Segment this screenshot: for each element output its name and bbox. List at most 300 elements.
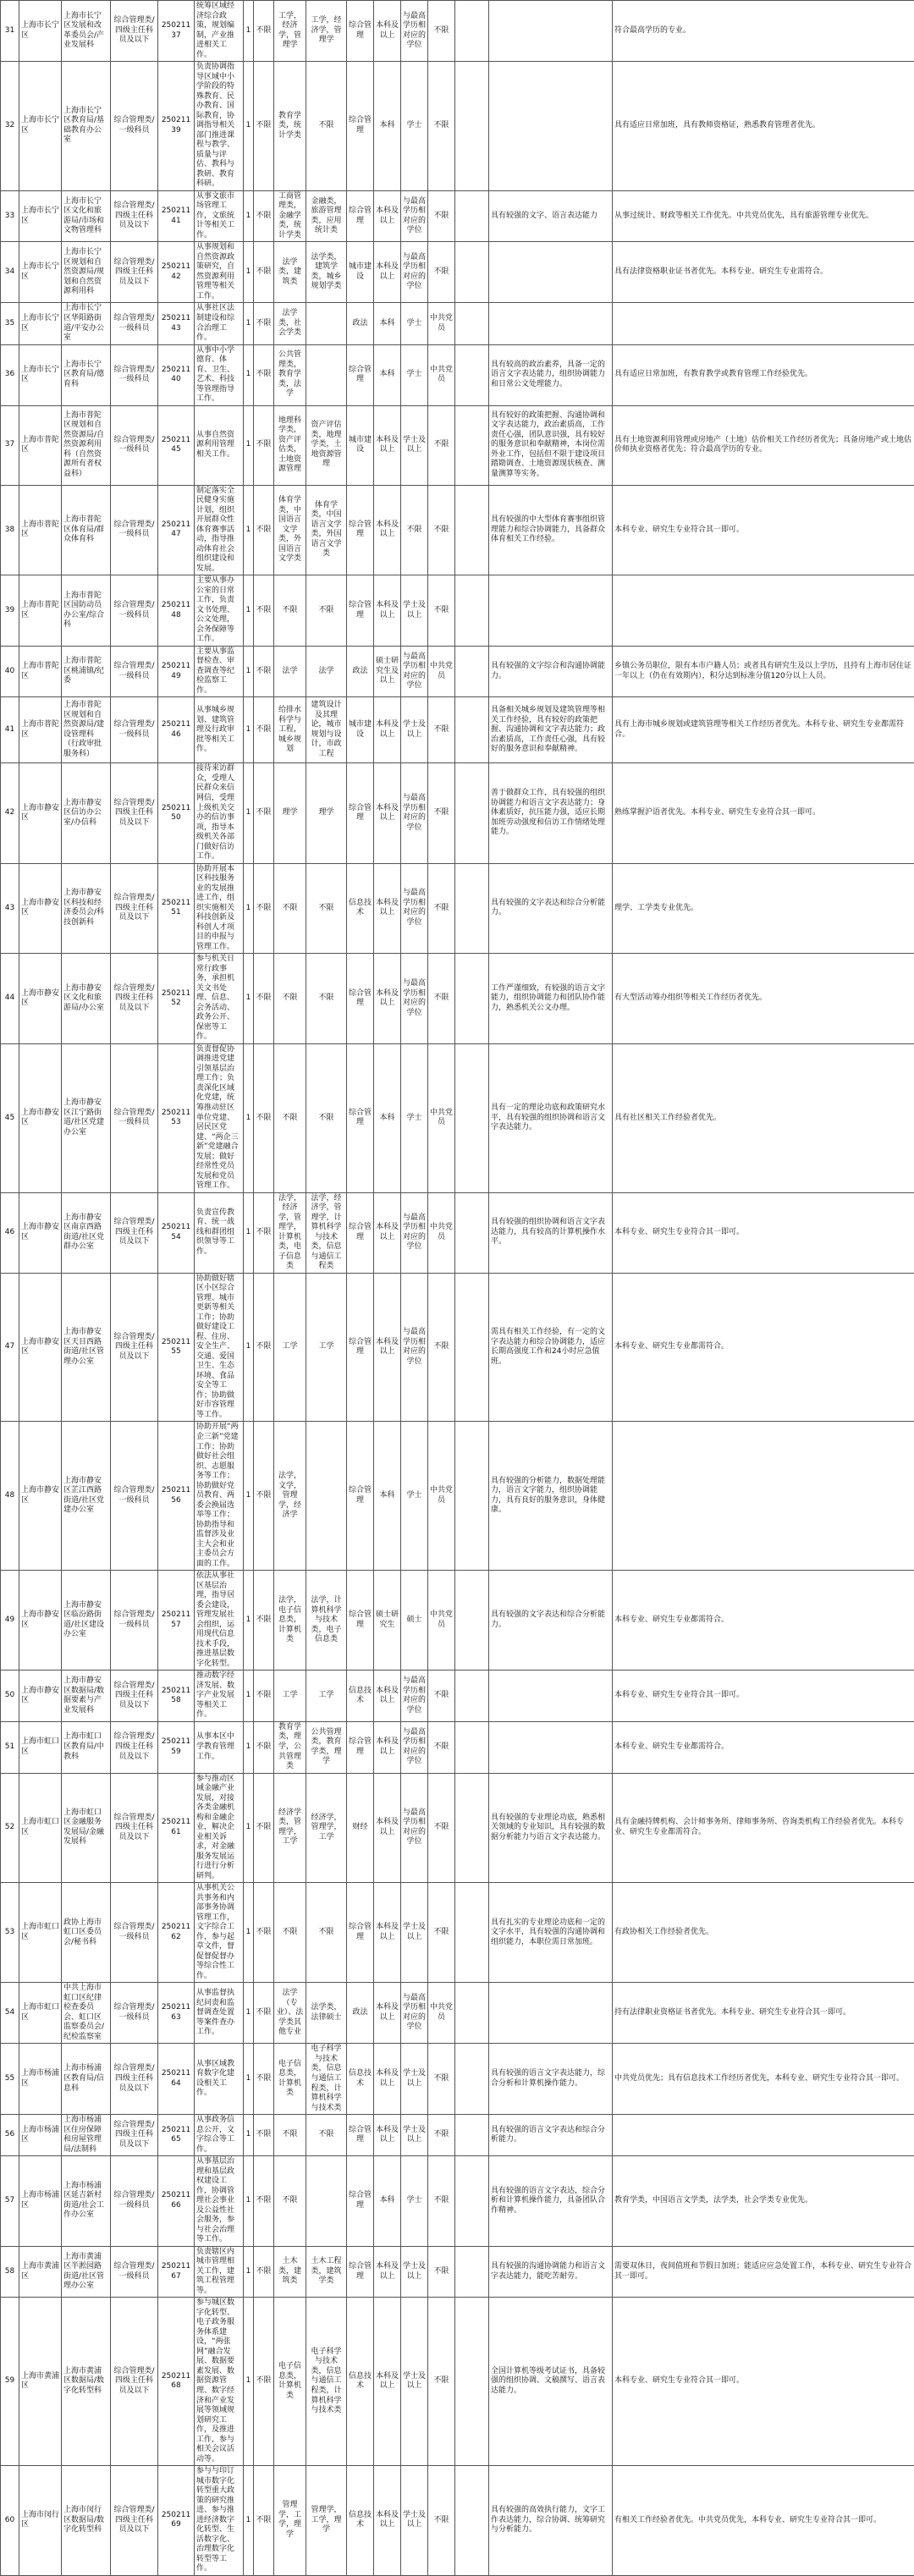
table-row [1, 1773, 914, 1883]
cell-major1: 不限 [274, 2115, 306, 2156]
cell-degree: 学士 [401, 1043, 428, 1192]
cell-num: 1 [244, 2298, 254, 2466]
cell-edu: 本科 [374, 1422, 401, 1571]
cell-pos: 负责督促协调推进党建引领基层治理工作；负责深化区域化党建，统筹推动驻区单位党建、居民区党建、“两企三新”党建融合发展；做好经常性党员发展和党员管理工作。 [195, 1043, 244, 1192]
cell-no: 34 [1, 242, 19, 303]
cell-major1: 法学 [274, 646, 306, 697]
cell-edu: 本科及以上 [374, 1983, 401, 2044]
cell-field: 综合管理 [347, 485, 374, 575]
cell-num: 1 [244, 1043, 254, 1192]
cell-remark: 熟练掌握沪语者优先。本科专业、研究生专业符合其一即可。 [613, 763, 914, 863]
table-row [1, 2156, 914, 2247]
cell-major1: 不限 [274, 863, 306, 954]
cell-field: 综合管理 [347, 344, 374, 405]
cell-major2: 不限 [306, 954, 347, 1044]
cell-exam [455, 1422, 489, 1571]
cell-party: 不限 [428, 2466, 455, 2576]
table-row [1, 242, 914, 303]
cell-party: 不限 [428, 1273, 455, 1422]
cell-no: 58 [1, 2246, 19, 2298]
cell-major1: 地理科学类，资产评估类，土地资源管理 [274, 405, 306, 485]
cell-exam [455, 2298, 489, 2466]
cell-district: 上海市普陀区 [19, 646, 62, 697]
cell-field: 政法 [347, 646, 374, 697]
cell-cond: 具有较强的文字、语言表达能力 [489, 190, 613, 242]
cell-cond: 善于做群众工作，具有较强的组织协调能力和语言文字表达能力；身体素质好，抗压能力强，适应长期加班劳动强度和信访工作情绪处理能力。 [489, 763, 613, 863]
cell-edu: 硕士研究生及以上 [374, 646, 401, 697]
cell-no: 35 [1, 303, 19, 344]
cell-major1: 公共管理类，教育学类，法学 [274, 344, 306, 405]
cell-cond: 需具有相关工作经验，有一定的文字表达能力和综合协调能力，适应长期高强度工作和24小时应急值班。 [489, 1273, 613, 1422]
cell-degree: 学士 [401, 62, 428, 191]
cell-degree: 学士 [401, 2156, 428, 2247]
cell-no: 53 [1, 1883, 19, 1983]
cell-major1: 工学 [274, 1273, 306, 1422]
cell-district: 上海市长宁区 [19, 1, 62, 62]
cell-edu: 本科 [374, 344, 401, 405]
cell-cat: 综合管理类/四级主任科员及以下 [111, 2466, 158, 2576]
cell-edu: 本科 [374, 2156, 401, 2247]
cell-degree: 学士 [401, 344, 428, 405]
cell-cond [489, 303, 613, 344]
table-row [1, 62, 914, 191]
cell-pos: 参与推动区域金融产业发展，对接各类金融机构和金融企业，解决企业相关诉求，对金融服务发展运行进行分析研判。 [195, 1773, 244, 1883]
cell-remark: 理学、工学类专业优先。 [613, 863, 914, 954]
cell-edu: 本科及以上 [374, 242, 401, 303]
cell-cat: 综合管理类/一级科员 [111, 62, 158, 191]
cell-field: 综合管理 [347, 1422, 374, 1571]
cell-limit: 不限 [254, 1721, 274, 1773]
cell-limit: 不限 [254, 190, 274, 242]
cell-degree: 与最高学历相对应的学位 [401, 1671, 428, 1722]
cell-num: 1 [244, 1422, 254, 1571]
cell-party: 不限 [428, 2298, 455, 2466]
cell-party: 中共党员 [428, 1983, 455, 2044]
cell-pos: 从事城乡规划、建筑管理及行政审批等相关工作。 [195, 697, 244, 763]
cell-pos: 从事基层治理和基层政权建设工作，协调管理社会事业及公益性社会服务，参与社会治理等工作。 [195, 2156, 244, 2247]
cell-unit: 上海市黄浦区数据局/数字化转型科 [62, 2298, 111, 2466]
cell-major1: 法学类，社会学类 [274, 303, 306, 344]
cell-district: 上海市静安区 [19, 1571, 62, 1671]
cell-no: 56 [1, 2115, 19, 2156]
table-row [1, 697, 914, 763]
cell-pos: 参与城区数字化转型、电子政务服务体系建设，“两张网”融合发展、数据要素发展、数据资源管理、数字经济和产业发展等领域规划研究工作，及推进工作，参与相关会议活动等。 [195, 2298, 244, 2466]
table-row [1, 1422, 914, 1571]
cell-edu: 本科及以上 [374, 190, 401, 242]
cell-no: 46 [1, 1192, 19, 1273]
cell-limit: 不限 [254, 303, 274, 344]
cell-field: 政法 [347, 303, 374, 344]
cell-remark: 教育学类，中国语言文学类，法学类，社会学类专业优先。 [613, 2156, 914, 2247]
cell-cat: 综合管理类/四级主任科员及以下 [111, 1721, 158, 1773]
cell-num: 1 [244, 2115, 254, 2156]
cell-no: 32 [1, 62, 19, 191]
cell-limit: 不限 [254, 242, 274, 303]
cell-major1: 教育学类，理学，公共管理类 [274, 1721, 306, 1773]
cell-exam [455, 344, 489, 405]
cell-pos: 从事社区法制建设和综合治理工作。 [195, 303, 244, 344]
cell-edu: 本科及以上 [374, 2246, 401, 2298]
table-row [1, 863, 914, 954]
table-row [1, 2298, 914, 2466]
cell-field: 信息技术 [347, 1671, 374, 1722]
cell-district: 上海市杨浦区 [19, 2044, 62, 2115]
cell-major2: 电子科学与技术类，信息与通信工程类，计算机科学与技术类 [306, 2298, 347, 2466]
cell-unit: 上海市静安区信访办公室/办信科 [62, 763, 111, 863]
cell-district: 上海市静安区 [19, 1192, 62, 1273]
cell-edu: 本科及以上 [374, 697, 401, 763]
cell-remark: 符合最高学历的专业。 [613, 1, 914, 62]
cell-num: 1 [244, 1773, 254, 1883]
cell-exam [455, 1721, 489, 1773]
table-row [1, 485, 914, 575]
cell-cond: 具有较强的组织协调和语言文字表达能力，具有较高的计算机操作水平。 [489, 1192, 613, 1273]
cell-no: 57 [1, 2156, 19, 2247]
cell-party: 不限 [428, 1671, 455, 1722]
cell-remark: 本科专业、研究生专业符合其一即可。 [613, 1671, 914, 1722]
cell-major1: 法学（专业）、法学类其他专业 [274, 1983, 306, 2044]
cell-cat: 综合管理类/四级主任科员及以下 [111, 1273, 158, 1422]
cell-exam [455, 575, 489, 647]
cell-major1: 土木类，建筑类 [274, 2246, 306, 2298]
cell-num: 1 [244, 1721, 254, 1773]
cell-cat: 综合管理类/一级科员 [111, 1883, 158, 1983]
cell-remark: 具有法律资格职业证书者优先。本科专业、研究生专业需符合。 [613, 242, 914, 303]
cell-cond: 具有较强的沟通协调能力和语言文字表达能力，能吃苦耐劳。 [489, 2246, 613, 2298]
cell-cond: 具有较强的语言文字表达，综合分析和计算机操作能力，具备团队合作精神。 [489, 2156, 613, 2247]
cell-degree: 学士及以上 [401, 405, 428, 485]
cell-no: 36 [1, 344, 19, 405]
cell-remark: 本科专业、研究生专业都需符合。 [613, 1721, 914, 1773]
cell-remark: 具有金融持牌机构、会计师事务所、律师事务所、咨询类机构工作经验者优先。本科专业、研究生专业都需符合。 [613, 1773, 914, 1883]
cell-cat: 综合管理类/一级科员 [111, 344, 158, 405]
cell-major2: 不限 [306, 863, 347, 954]
cell-code: 25021164 [158, 2044, 195, 2115]
cell-major1: 不限 [274, 575, 306, 647]
cell-party: 中共党员 [428, 344, 455, 405]
cell-major2 [306, 344, 347, 405]
cell-field: 信息技术 [347, 2044, 374, 2115]
cell-district: 上海市静安区 [19, 863, 62, 954]
cell-limit: 不限 [254, 2298, 274, 2466]
cell-no: 31 [1, 1, 19, 62]
cell-limit: 不限 [254, 2466, 274, 2576]
cell-pos: 从事规划和自然资源政策研究，自然资源利用管理等相关工作。 [195, 242, 244, 303]
cell-pos: 从事区域教育数字化建设相关工作。 [195, 2044, 244, 2115]
cell-pos: 参与机关日常行政事务，承担机关文书处理、信息、会务活动、政务公开、保密等工作。 [195, 954, 244, 1044]
cell-degree: 学士 [401, 1422, 428, 1571]
cell-limit: 不限 [254, 485, 274, 575]
cell-remark: 本科专业、研究生专业都需符合。 [613, 1571, 914, 1671]
cell-limit: 不限 [254, 2044, 274, 2115]
cell-pos: 主要从事办公室的日常工作，负责文书处理、公文处理，会务保障等工作。 [195, 575, 244, 647]
cell-code: 25021146 [158, 697, 195, 763]
cell-party: 不限 [428, 62, 455, 191]
cell-num: 1 [244, 1, 254, 62]
cell-cond: 具有较强的专业理论功底，熟悉相关领域的专业知识，具有较强的数据分析能力与语言文字表达能力。 [489, 1773, 613, 1883]
cell-district: 上海市静安区 [19, 763, 62, 863]
cell-cond: 具有较强的文字综合和沟通协调能力。 [489, 646, 613, 697]
cell-code: 25021141 [158, 190, 195, 242]
cell-edu: 本科及以上 [374, 1883, 401, 1983]
cell-party: 不限 [428, 2044, 455, 2115]
cell-major2: 法学类，建筑学类，城乡规划学类 [306, 242, 347, 303]
cell-no: 40 [1, 646, 19, 697]
cell-unit: 上海市虹口区金融服务发展局/金融发展科 [62, 1773, 111, 1883]
cell-district: 上海市虹口区 [19, 1983, 62, 2044]
cell-cond [489, 1721, 613, 1773]
cell-edu: 本科及以上 [374, 2044, 401, 2115]
cell-district: 上海市黄浦区 [19, 2298, 62, 2466]
cell-num: 1 [244, 763, 254, 863]
cell-exam [455, 2044, 489, 2115]
cell-degree: 与最高学历相对应的学位 [401, 954, 428, 1044]
cell-cat: 综合管理类/四级主任科员及以下 [111, 954, 158, 1044]
cell-degree: 与最高学历相对应的学位 [401, 1983, 428, 2044]
cell-cat: 综合管理类/一级科员 [111, 405, 158, 485]
cell-field: 综合管理 [347, 2156, 374, 2247]
cell-major2: 建筑设计及其理论，城市规划与设计，市政工程 [306, 697, 347, 763]
cell-num: 1 [244, 62, 254, 191]
cell-no: 60 [1, 2466, 19, 2576]
cell-party: 不限 [428, 1, 455, 62]
cell-cat: 综合管理类/四级主任科员及以下 [111, 763, 158, 863]
cell-exam [455, 190, 489, 242]
cell-cond: 具有较高的政治素养，具备一定的语言文字表达能力，组织协调能力和日常公文处理能力。 [489, 344, 613, 405]
cell-edu: 本科及以上 [374, 1273, 401, 1422]
cell-code: 25021137 [158, 1, 195, 62]
cell-district: 上海市普陀区 [19, 697, 62, 763]
cell-code: 25021168 [158, 2298, 195, 2466]
cell-degree: 与最高学历相对应的学位 [401, 1773, 428, 1883]
cell-cond: 具有较好的政策把握、沟通协调和文字表达能力，政治素质高，工作责任心强，团队意识强，具有较好的服务意识和奉献精神，本岗位需外业工作，包括但不限于建设项目踏勘调查、土地资源现状核查、测量测算等实务。 [489, 405, 613, 485]
cell-limit: 不限 [254, 1422, 274, 1571]
cell-field: 城市建设 [347, 242, 374, 303]
cell-cond: 具有较强的分析能力，数据处理能力，语言文字能力，组织协调能力，具有良好的服务意识，身体健康。 [489, 1422, 613, 1571]
cell-no: 37 [1, 405, 19, 485]
cell-no: 39 [1, 575, 19, 647]
cell-field: 综合管理 [347, 190, 374, 242]
cell-major2 [306, 2156, 347, 2247]
cell-pos: 负责辖区内城市管理相关工作，建筑工程管理等。 [195, 2246, 244, 2298]
cell-party: 不限 [428, 1721, 455, 1773]
cell-limit: 不限 [254, 62, 274, 191]
cell-edu: 本科及以上 [374, 2298, 401, 2466]
cell-district: 上海市静安区 [19, 1043, 62, 1192]
cell-exam [455, 242, 489, 303]
cell-pos: 协助开展“两企三新”党建工作；协助做好社会组织、志愿服务等工作；协助做好党员教育、两委会换届选举等工作；协助指导和监督涉及业主大会和业主委员会方面的工作。 [195, 1422, 244, 1571]
cell-degree: 与最高学历相对应的学位 [401, 863, 428, 954]
cell-degree: 学士及以上 [401, 2466, 428, 2576]
cell-exam [455, 646, 489, 697]
cell-cond [489, 242, 613, 303]
cell-party: 不限 [428, 575, 455, 647]
cell-cond: 具备相关城乡规划及建筑管理等相关工作经验，具有较好的政策把握、沟通协调和文字表达能力；政治素质高，工作责任心强，具有较好的服务意识和奉献精神。 [489, 697, 613, 763]
table-row [1, 405, 914, 485]
cell-degree: 与最高学历相对应的学位 [401, 190, 428, 242]
cell-degree: 学士及以上 [401, 697, 428, 763]
cell-no: 59 [1, 2298, 19, 2466]
cell-pos: 协助开展本区科技服务业的发展推进工作，组织实施相关科技创新及科创人才项目的申报与管理工作。 [195, 863, 244, 954]
cell-major2: 资产评估类，地理学类，土地资源管理 [306, 405, 347, 485]
cell-limit: 不限 [254, 2156, 274, 2247]
table-row [1, 2115, 914, 2156]
cell-code: 25021154 [158, 1192, 195, 1273]
cell-limit: 不限 [254, 863, 274, 954]
cell-no: 44 [1, 954, 19, 1044]
cell-party: 不限 [428, 1883, 455, 1983]
cell-degree: 学士及以上 [401, 2115, 428, 2156]
cell-pos: 从事政务信息公开，文字综合等工作。 [195, 2115, 244, 2156]
cell-major1: 工商管理类，金融学类，统计学类 [274, 190, 306, 242]
cell-field: 综合管理 [347, 1883, 374, 1983]
cell-exam [455, 2246, 489, 2298]
cell-code: 25021156 [158, 1422, 195, 1571]
cell-major2: 金融类，旅游管理类，应用统计类 [306, 190, 347, 242]
cell-major1: 电子信息类，计算机类 [274, 2044, 306, 2115]
cell-district: 上海市长宁区 [19, 242, 62, 303]
cell-cat: 综合管理类/四级主任科员及以下 [111, 1192, 158, 1273]
cell-district: 上海市虹口区 [19, 1883, 62, 1983]
cell-field: 综合管理 [347, 1571, 374, 1671]
cell-field: 综合管理 [347, 954, 374, 1044]
cell-district: 上海市黄浦区 [19, 2246, 62, 2298]
cell-major1: 不限 [274, 2156, 306, 2247]
cell-major1: 不限 [274, 1883, 306, 1983]
cell-edu: 本科及以上 [374, 1192, 401, 1273]
cell-degree: 不限 [401, 485, 428, 575]
table-row [1, 190, 914, 242]
table-row [1, 1571, 914, 1671]
cell-no: 43 [1, 863, 19, 954]
cell-unit: 上海市杨浦区延吉新村街道/社会工作办公室 [62, 2156, 111, 2247]
cell-exam [455, 1983, 489, 2044]
cell-district: 上海市长宁区 [19, 344, 62, 405]
cell-edu: 本科及以上 [374, 1671, 401, 1722]
cell-cond [489, 62, 613, 191]
cell-limit: 不限 [254, 763, 274, 863]
cell-edu: 本科 [374, 303, 401, 344]
cell-cat: 综合管理类/四级主任科员及以下 [111, 190, 158, 242]
cell-exam [455, 303, 489, 344]
cell-district: 上海市静安区 [19, 1671, 62, 1722]
cell-field: 城市建设 [347, 405, 374, 485]
table-row [1, 646, 914, 697]
cell-code: 25021139 [158, 62, 195, 191]
cell-party: 不限 [428, 485, 455, 575]
cell-exam [455, 2115, 489, 2156]
cell-limit: 不限 [254, 405, 274, 485]
cell-remark [613, 1422, 914, 1571]
cell-field: 综合管理 [347, 763, 374, 863]
cell-cat: 综合管理类/一级科员 [111, 303, 158, 344]
cell-degree: 与最高学历相对应的学位 [401, 1273, 428, 1422]
cell-cat: 综合管理类/四级主任科员及以下 [111, 1671, 158, 1722]
cell-pos: 负责宣传教育、统一战线和群团组织领导等工作。 [195, 1192, 244, 1273]
cell-num: 1 [244, 485, 254, 575]
cell-remark: 有相关工作经验者优先。中共党员优先，本科专业、研究生专业符合其一即可。 [613, 2466, 914, 2576]
cell-party: 不限 [428, 954, 455, 1044]
cell-exam [455, 405, 489, 485]
cell-remark: 具有土地资源利用管理或房地产（土地）估价相关工作经历者优先；具备房地产或土地估价师执业资格者优先；符合最高学历的专业。 [613, 405, 914, 485]
cell-unit: 上海市虹口区教育局/中教科 [62, 1721, 111, 1773]
cell-pos: 依法从事社区基层治理，指导居委会建设，管理发展社会组织，运用现代信息技术手段，推进基层数字化转型。 [195, 1571, 244, 1671]
cell-edu: 本科及以上 [374, 863, 401, 954]
cell-cond: 具有较强的语言文字表达和综合分析能力。 [489, 2115, 613, 2156]
cell-field: 信息技术 [347, 863, 374, 954]
cell-code: 25021158 [158, 1671, 195, 1722]
cell-cat: 综合管理类/一级科员 [111, 697, 158, 763]
cell-degree: 与最高学历相对应的学位 [401, 1192, 428, 1273]
cell-degree: 与最高学历相对应的学位 [401, 646, 428, 697]
cell-unit: 上海市静安区数据局/数据要素与产业发展科 [62, 1671, 111, 1722]
cell-field: 综合管理 [347, 62, 374, 191]
cell-unit: 上海市长宁区文化和旅游局/市场和文物管理科 [62, 190, 111, 242]
cell-unit: 上海市长宁区华阳路街道/平安办公室 [62, 303, 111, 344]
cell-edu: 本科及以上 [374, 1721, 401, 1773]
cell-major2 [306, 303, 347, 344]
cell-party: 中共党员 [428, 1043, 455, 1192]
cell-num: 1 [244, 954, 254, 1044]
cell-major1: 经济学类，管理学，工学 [274, 1773, 306, 1883]
cell-num: 1 [244, 1571, 254, 1671]
table-row [1, 1192, 914, 1273]
cell-field: 综合管理 [347, 1, 374, 62]
cell-party: 不限 [428, 863, 455, 954]
cell-num: 1 [244, 2044, 254, 2115]
cell-unit: 上海市静安区南京西路街道/社区党群办公室 [62, 1192, 111, 1273]
cell-exam [455, 1, 489, 62]
cell-degree: 学士及以上 [401, 575, 428, 647]
cell-cat: 综合管理类/一级科员 [111, 575, 158, 647]
cell-no: 55 [1, 2044, 19, 2115]
cell-cat: 综合管理类/一级科员 [111, 1043, 158, 1192]
cell-party: 中共党员 [428, 1571, 455, 1671]
cell-degree: 学士及以上 [401, 2044, 428, 2115]
table-row [1, 1043, 914, 1192]
table-row [1, 2246, 914, 2298]
cell-pos: 主要从事监督检查、审查调查等纪检监察工作。 [195, 646, 244, 697]
cell-party: 不限 [428, 2115, 455, 2156]
cell-unit: 中共上海市虹口区纪律检查委员会、虹口区监察委员会/纪检监察室 [62, 1983, 111, 2044]
cell-district: 上海市静安区 [19, 1273, 62, 1422]
cell-no: 45 [1, 1043, 19, 1192]
cell-cond: 工作严谨细致，有较强的语言文字能力，组织协调能力和团队协作能力，熟悉机关公文办理。 [489, 954, 613, 1044]
cell-cat: 综合管理类/四级主任科员及以下 [111, 242, 158, 303]
cell-cat: 综合管理类/四级主任科员及以下 [111, 1, 158, 62]
cell-pos: 推动数字经济发展、数字产业发展等相关工作。 [195, 1671, 244, 1722]
cell-major2: 法学 [306, 646, 347, 697]
cell-major1: 给排水科学与工程，城乡规划 [274, 697, 306, 763]
cell-limit: 不限 [254, 1883, 274, 1983]
cell-field: 综合管理 [347, 1192, 374, 1273]
cell-major1: 法学类，建筑类 [274, 242, 306, 303]
cell-unit: 上海市长宁区教育局/德育科 [62, 344, 111, 405]
cell-unit: 上海市普陀区体育局/群众体育科 [62, 485, 111, 575]
cell-cond: 具有较强的语言文字表达能力，综合分析和计算机操作能力。 [489, 2044, 613, 2115]
cell-exam [455, 2466, 489, 2576]
cell-edu: 本科及以上 [374, 2115, 401, 2156]
cell-code: 25021140 [158, 344, 195, 405]
cell-remark: 有大型活动筹办组织等相关工作经历者优先。 [613, 954, 914, 1044]
cell-degree: 硕士 [401, 1571, 428, 1671]
cell-edu: 本科及以上 [374, 1, 401, 62]
cell-edu: 本科 [374, 62, 401, 191]
table-row [1, 1883, 914, 1983]
cell-major1: 不限 [274, 954, 306, 1044]
cell-code: 25021157 [158, 1571, 195, 1671]
cell-edu: 硕士研究生 [374, 1571, 401, 1671]
